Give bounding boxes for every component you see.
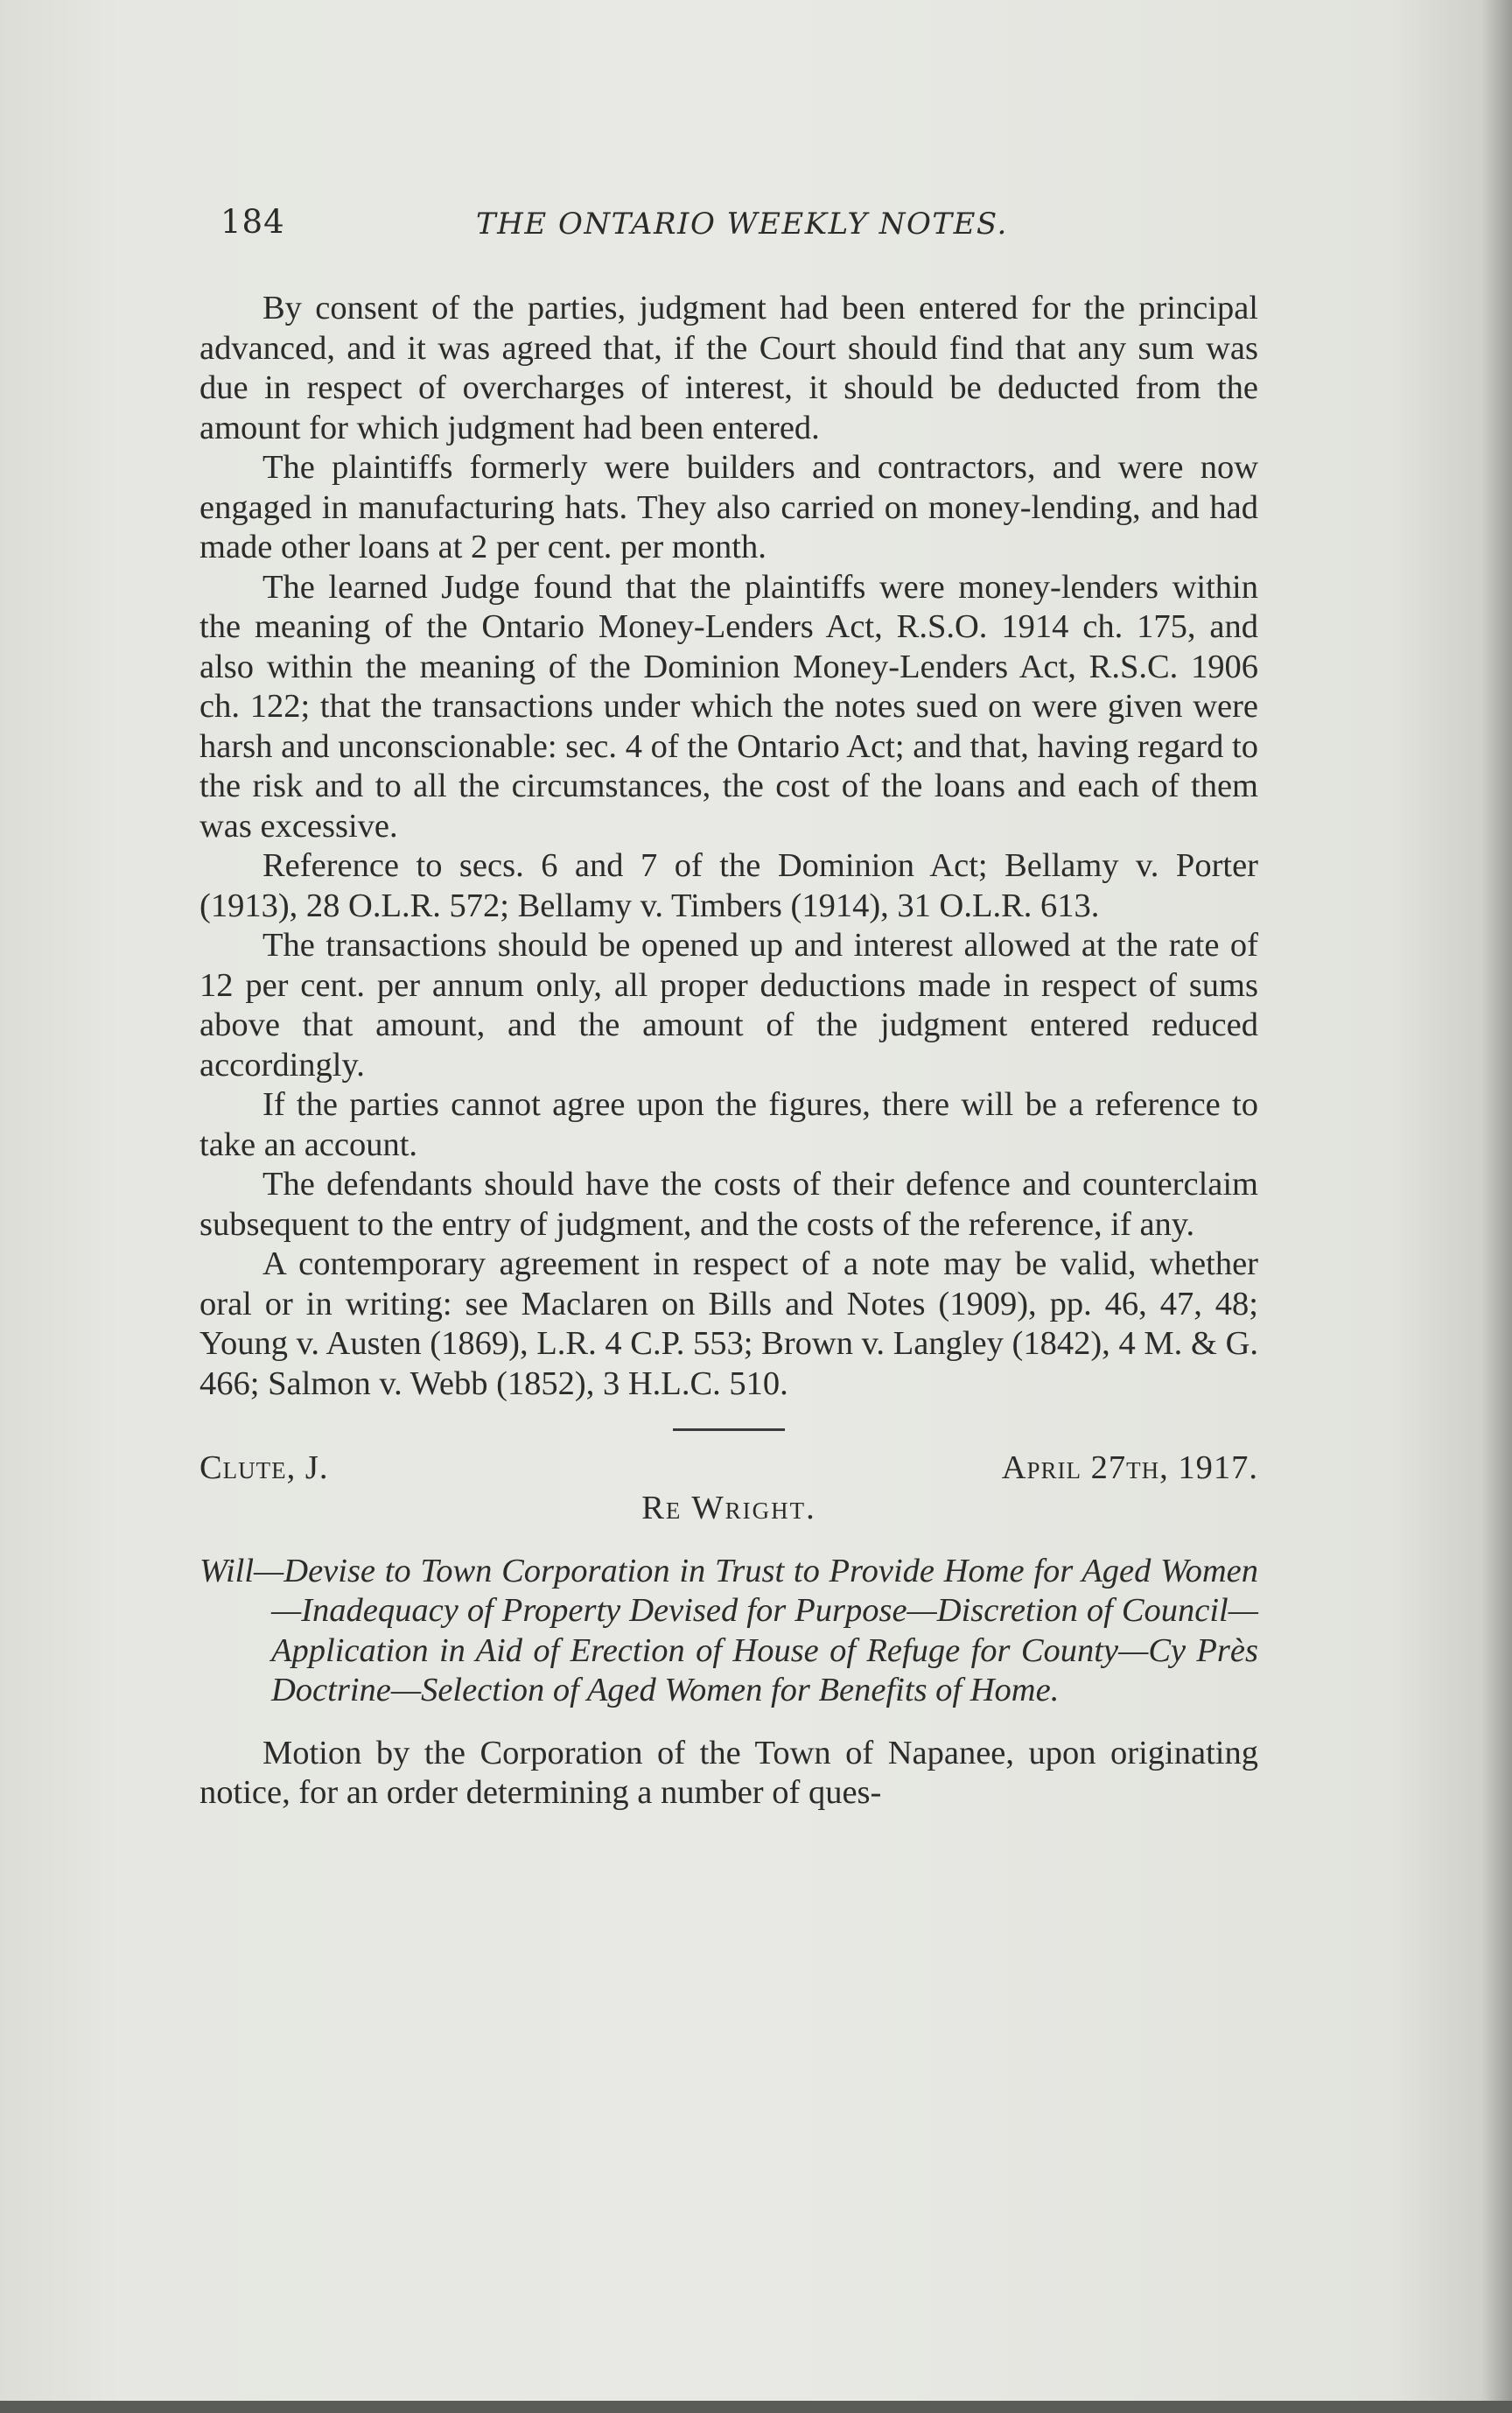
running-head: THE ONTARIO WEEKLY NOTES. — [476, 207, 1008, 242]
judgment-date: April 27th, 1917. — [1001, 1449, 1258, 1486]
case-heading — [200, 1449, 1258, 1489]
paragraph: By consent of the parties, judgment had been entered for the principal advanced, and it was agreed that, if the Court should find that any sum was due in respect of overcharges of interest, it should be deducted from the amount for which judgment had been entered. — [200, 290, 1258, 446]
paragraph: A contemporary agreement in respect of a note may be valid, whether oral or in writing: see Maclaren on Bills and Notes (1909), pp. 46, 47, 48; Young v. Austen (1869), L.R. 4 C.P. 553; Brown v. Langley (1842), 4 M. & G. 466; Salmon v. Webb (1852), 3 H.L.C. 510. — [200, 1245, 1258, 1402]
paragraph: The defendants should have the costs of their defence and counterclaim subsequent to the entry of judgment, and the costs of the reference, if any. — [200, 1166, 1258, 1243]
paragraph: The transactions should be opened up and interest allowed at the rate of 12 per cent. per annum only, all proper deductions made in respect of sums above that amount, and the amount of the judgment entered reduced accordingly. — [200, 927, 1258, 1084]
paragraph: Motion by the Corporation of the Town of Napanee, upon originating notice, for an order determining a number of ques- — [200, 1734, 1258, 1811]
paragraph: The plaintiffs formerly were builders and contractors, and were now engaged in manufacturing hats. They also carried on money-lending, and had made other loans at 2 per cent. per month. — [200, 449, 1258, 565]
paragraph: The learned Judge found that the plaintiffs were money-lenders within the meaning of the Ontario Money-Lenders Act, R.S.O. 1914 ch. 175, and also within the meaning of the Dominion Money-Lenders Act, R.S.C. 1906 ch. 122; that the transactions under which the notes sued on were given were harsh and unconscionable: sec. 4 of the Ontario Act; and that, having regard to the risk and to all the circumstances, the cost of the loans and each of them was excessive. — [200, 568, 1258, 845]
section-divider — [673, 1428, 785, 1431]
judge-name: Clute, J. — [200, 1449, 329, 1486]
body-text — [200, 289, 1258, 1813]
case-title: Re Wright. — [641, 1490, 816, 1526]
page-header — [220, 203, 1253, 256]
catchwords: Will—Devise to Town Corporation in Trust to Provide Home for Aged Women—Inadequacy of Property Devised for Purpose—Discretion of Council—Application in Aid of Erection of House of Refuge for County—Cy Près Doctrine—Selection of Aged Women for Benefits of Home. — [200, 1552, 1258, 1708]
paragraph: If the parties cannot agree upon the figures, there will be a reference to take an account. — [200, 1086, 1258, 1163]
paragraph: Reference to secs. 6 and 7 of the Dominion Act; Bellamy v. Porter (1913), 28 O.L.R. 572; Bellamy v. Timbers (1914), 31 O.L.R. 613. — [200, 847, 1258, 924]
scan-edge — [0, 2401, 1512, 2413]
page-number: 184 — [220, 203, 285, 241]
